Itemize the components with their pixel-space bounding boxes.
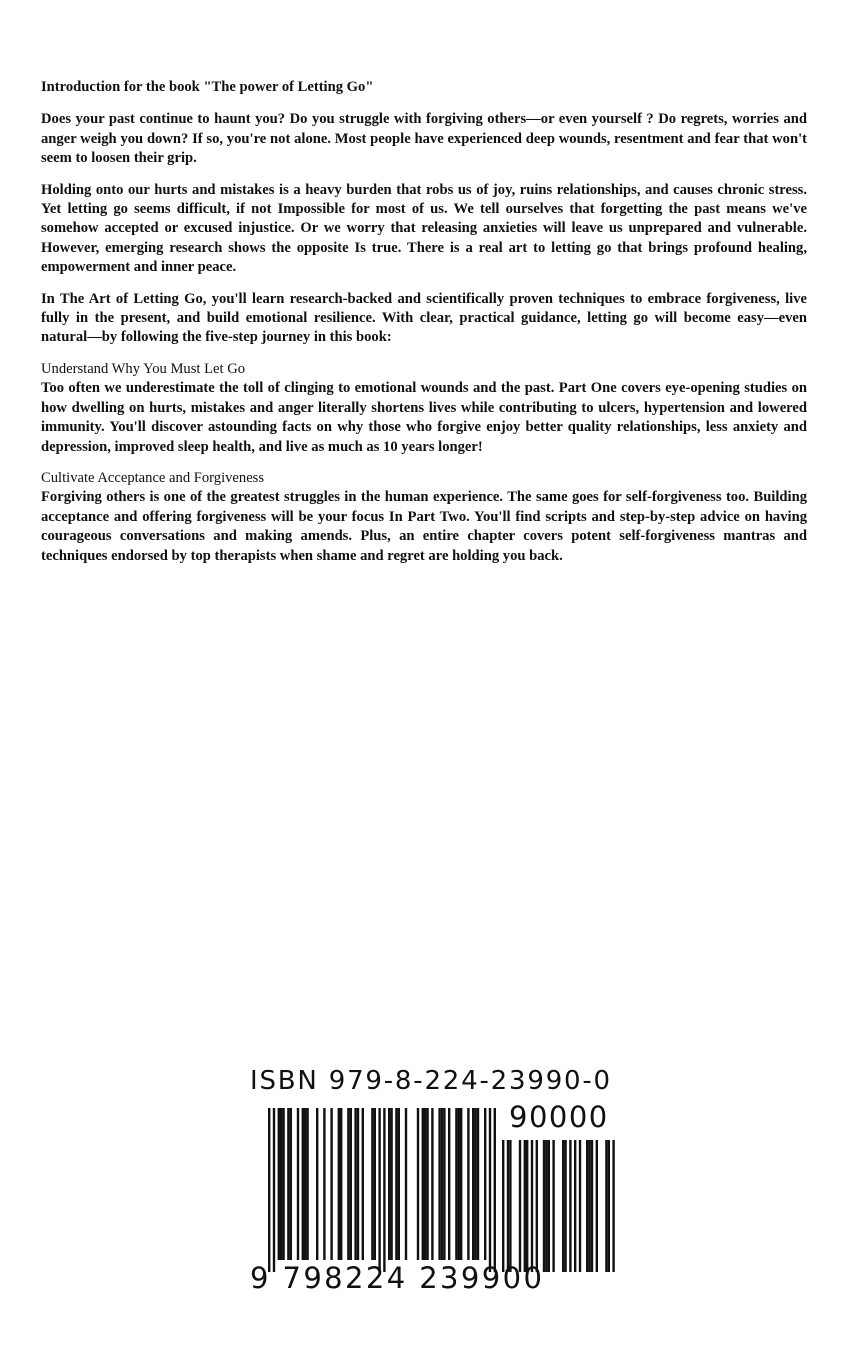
barcode-bar: [304, 1108, 306, 1260]
intro-paragraph-2: Holding onto our hurts and mistakes is a heavy burden that robs us of joy, ruins relationships, and causes chronic stress. Yet letting go seems difficult, if not Impossible for most of us. We tell ourselves that forgetting the past means we've somehow accepted or excused injustice. Or we worry that releasing anxieties will leave us unprepared and vulnerable. However, emerging research shows the opposite Is true. There is a real art to letting go that brings profound healing, empowerment and inner peace.: [41, 181, 807, 276]
addon-bar: [543, 1140, 545, 1272]
intro-paragraph-1: Does your past continue to haunt you? Do you struggle with forgiving others—or even yourself ? Do regrets, worries and anger weigh you down? If so, you're not alone. Most people have experienced deep wounds, resentment and fear that won't seem to loosen their grip.: [41, 111, 807, 167]
barcode-bar: [388, 1108, 390, 1260]
addon-bar: [524, 1140, 526, 1272]
barcode-bar: [494, 1108, 496, 1272]
barcode-bar: [350, 1108, 352, 1260]
section-1-body: Too often we underestimate the toll of clinging to emotional wounds and the past. Part One covers eye-opening studies on how dwelling on hurts, mistakes and anger literally shortens lives while contributing to ulcers, hypertension and lowered immunity. You'll discover astounding facts on why those who forgive enjoy better quality relationships, less anxiety and depression, improved sleep health, and live as much as 10 years longer!: [41, 380, 807, 455]
barcode-bar: [316, 1108, 318, 1260]
barcode-bar: [426, 1108, 428, 1260]
barcode-bar: [297, 1108, 299, 1260]
addon-bar: [608, 1140, 610, 1272]
barcode-bar: [273, 1108, 275, 1272]
barcode-bar: [371, 1108, 373, 1260]
barcode-bar: [282, 1108, 284, 1260]
addon-bar: [569, 1140, 571, 1272]
addon-bar: [591, 1140, 593, 1272]
addon-bar: [531, 1140, 533, 1272]
barcode-bar: [417, 1108, 419, 1260]
barcode-bar: [422, 1108, 424, 1260]
addon-bar: [562, 1140, 564, 1272]
barcode-bar: [306, 1108, 308, 1260]
introduction-text: [41, 78, 807, 578]
barcode-bar: [278, 1108, 280, 1260]
barcode-bar: [398, 1108, 400, 1260]
barcode-bar: [390, 1108, 392, 1260]
addon-bar: [552, 1140, 554, 1272]
barcode-addon-number: 90000: [509, 1100, 609, 1134]
addon-bar: [548, 1140, 550, 1272]
barcode-bar: [268, 1108, 270, 1272]
barcode-bar: [340, 1108, 342, 1260]
barcode-bar: [405, 1108, 407, 1260]
barcode-bar: [489, 1108, 491, 1272]
barcode-bar: [302, 1108, 304, 1260]
isbn-barcode: [230, 1058, 615, 1298]
addon-bar: [588, 1140, 590, 1272]
barcode-bar: [455, 1108, 457, 1260]
addon-bar: [586, 1140, 588, 1272]
addon-bar: [509, 1140, 511, 1272]
barcode-bar: [383, 1108, 385, 1272]
addon-bar: [526, 1140, 528, 1272]
addon-bar: [605, 1140, 607, 1272]
barcode-bar: [441, 1108, 443, 1260]
barcode-bar: [443, 1108, 445, 1260]
section-2-heading: Cultivate Acceptance and Forgiveness: [41, 469, 265, 486]
barcode-bar: [474, 1108, 476, 1260]
barcode-bar: [330, 1108, 332, 1260]
barcode-bar: [338, 1108, 340, 1260]
addon-bar: [579, 1140, 581, 1272]
addon-bar: [507, 1140, 509, 1272]
section-2-body: Forgiving others is one of the greatest struggles in the human experience. The same goes for self-forgiveness too. Building acceptance and offering forgiveness will be your focus In Part Two. You'll find scripts and step-by-step advice on having courageous conversations and making amends. Plus, an entire chapter covers potent self-forgiveness mantras and techniques endorsed by top therapists when shame and regret are holding you back.: [41, 489, 807, 564]
addon-bar: [545, 1140, 547, 1272]
barcode-bar: [484, 1108, 486, 1260]
intro-title: Introduction for the book "The power of Letting Go": [41, 79, 374, 95]
barcode-bar: [467, 1108, 469, 1260]
barcode-bar: [374, 1108, 376, 1260]
addon-bar: [596, 1140, 598, 1272]
barcode-bar: [395, 1108, 397, 1260]
barcode-bar: [448, 1108, 450, 1260]
barcode-bar: [357, 1108, 359, 1260]
section-1-heading: Understand Why You Must Let Go: [41, 360, 246, 377]
section-1: [41, 360, 807, 457]
barcode-bar: [323, 1108, 325, 1260]
barcode-bar: [438, 1108, 440, 1260]
barcode-bar: [424, 1108, 426, 1260]
barcode-bar: [378, 1108, 380, 1272]
barcode-bar: [458, 1108, 460, 1260]
barcode-bar: [287, 1108, 289, 1260]
intro-paragraph-3: In The Art of Letting Go, you'll learn research-backed and scientifically proven techniques to embrace forgiveness, live fully in the present, and build emotional resilience. With clear, practical guidance, letting go will become easy—even natural—by following the five-step journey in this book:: [41, 290, 807, 346]
barcode-bar: [460, 1108, 462, 1260]
barcode-bar: [431, 1108, 433, 1260]
addon-bar: [612, 1140, 614, 1272]
section-2: [41, 469, 807, 566]
barcode-bar: [472, 1108, 474, 1260]
addon-bar: [574, 1140, 576, 1272]
barcode-bar: [354, 1108, 356, 1260]
barcode-bar: [477, 1108, 479, 1260]
addon-bar: [502, 1140, 504, 1272]
ean-digits: 9 798224 239900: [250, 1261, 545, 1295]
isbn-label: ISBN 979-8-224-23990-0: [250, 1066, 612, 1096]
barcode-bar: [280, 1108, 282, 1260]
addon-bar: [536, 1140, 538, 1272]
barcode-bar: [290, 1108, 292, 1260]
barcode-bar: [362, 1108, 364, 1260]
addon-bar: [564, 1140, 566, 1272]
addon-bar: [519, 1140, 521, 1272]
barcode-bar: [347, 1108, 349, 1260]
